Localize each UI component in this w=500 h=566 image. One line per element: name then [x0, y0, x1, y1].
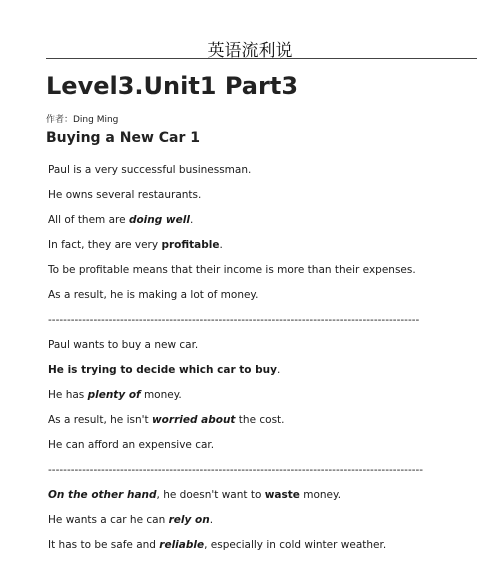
text-run: .: [219, 239, 223, 251]
emphasized-phrase: worried about: [151, 414, 236, 426]
emphasized-phrase: doing well: [128, 214, 190, 226]
header-divider: [46, 58, 477, 59]
text-run: As a result, he is making a lot of money.: [48, 289, 259, 301]
text-run: He wants a car he can: [48, 514, 169, 526]
text-run: ---------------------------------------------------------------------------------------------------: [48, 464, 424, 476]
header-title: 英语流利说: [207, 41, 293, 61]
emphasized-phrase: plenty of: [87, 389, 141, 401]
emphasized-phrase: He is trying to decide which car to buy: [48, 364, 277, 376]
paragraph-line: [48, 287, 488, 312]
text-run: It has to be safe and: [48, 539, 160, 551]
text-run: , especially in cold winter weather.: [204, 539, 387, 551]
paragraph-line: [48, 412, 488, 437]
emphasized-phrase: profitable: [161, 239, 220, 251]
text-run: Paul is a very successful businessman.: [48, 164, 252, 176]
separator-line: [48, 462, 488, 487]
text-run: He has: [48, 389, 88, 401]
separator-line: [48, 312, 488, 337]
document-body: [48, 162, 488, 562]
text-run: He can afford an expensive car.: [48, 439, 215, 451]
paragraph-line: [48, 237, 488, 262]
emphasized-phrase: reliable: [159, 539, 205, 551]
text-run: , he doesn't want to: [156, 489, 265, 501]
text-run: .: [277, 364, 281, 376]
emphasized-phrase: rely on: [168, 514, 210, 526]
paragraph-line: [48, 537, 488, 562]
text-run: .: [189, 214, 194, 226]
paragraph-line: [48, 437, 488, 462]
text-run: .: [209, 514, 214, 526]
text-run: Paul wants to buy a new car.: [48, 339, 199, 351]
text-run: the cost.: [235, 414, 285, 426]
text-run: As a result, he isn't: [48, 414, 152, 426]
paragraph-line: [48, 162, 488, 187]
document-title: Level3.Unit1 Part3: [46, 72, 299, 100]
emphasized-phrase: waste: [264, 489, 300, 501]
paragraph-line: [48, 262, 488, 287]
paragraph-line: [48, 512, 488, 537]
paragraph-line: [48, 362, 488, 387]
section-title: Buying a New Car 1: [46, 130, 201, 146]
paragraph-line: [48, 187, 488, 212]
emphasized-phrase: On the other hand: [48, 489, 157, 501]
text-run: To be profitable means that their income is more than their expenses.: [48, 264, 416, 276]
paragraph-line: [48, 337, 488, 362]
paragraph-line: [48, 387, 488, 412]
text-run: money.: [299, 489, 342, 501]
text-run: money.: [140, 389, 182, 401]
text-run: --------------------------------------------------------------------------------------------------: [48, 314, 420, 326]
text-run: All of them are: [48, 214, 129, 226]
paragraph-line: [48, 212, 488, 237]
paragraph-line: [48, 487, 488, 512]
text-run: He owns several restaurants.: [48, 189, 202, 201]
text-run: In fact, they are very: [48, 239, 162, 251]
author-line: 作者：Ding Ming: [46, 115, 119, 125]
